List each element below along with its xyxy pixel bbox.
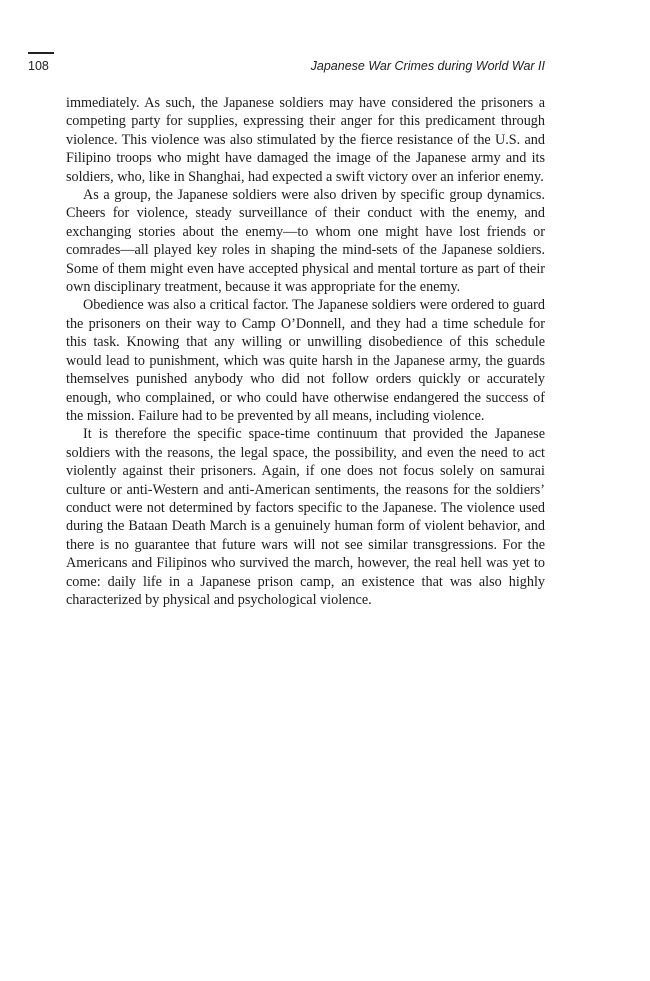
header-rule [28, 52, 54, 54]
body-text [66, 94, 545, 609]
paragraph-4: It is therefore the specific space-time continuum that provided the Japanese soldiers with the reasons, the legal space, the possibility, and even the need to act violently against their prisoners. Again, if one does not focus solely on samurai culture or anti-Western and anti-American sentiments, the reasons for the soldiers’ conduct were not determined by factors specific to the Japanese. The violence used during the Bataan Death March is a genuinely human form of violent behavior, and there is no guarantee that future wars will not see similar transgressions. For the Americans and Filipinos who survived the march, however, the real hell was yet to come: daily life in a Japanese prison camp, an existence that was also highly characterized by physical and psychological violence. [66, 426, 545, 608]
paragraph-3: Obedience was also a critical factor. The Japanese soldiers were ordered to guard the prisoners on their way to Camp O’Donnell, and they had a time schedule for this task. Knowing that any willing or unwilling disobedience of this schedule would lead to punishment, which was quite harsh in the Japanese army, the guards themselves punished anybody who did not follow orders quickly or accurately enough, who complained, or who could have otherwise endangered the success of the mission. Failure had to be prevented by all means, including violence. [66, 297, 545, 424]
paragraph-2: As a group, the Japanese soldiers were also driven by specific group dynamics. Cheers for violence, steady surveillance of their conduct with the enemy, and exchanging stories about the enemy—to whom one might have lost friends or comrades—all played key roles in shaping the mind-sets of the Japanese soldiers. Some of them might even have accepted physical and mental torture as part of their own disciplinary treatment, because it was appropriate for the enemy. [66, 187, 545, 296]
paragraph-1: immediately. As such, the Japanese soldiers may have considered the prisoners a competing party for supplies, expressing their anger for this predicament through violence. This violence was also stimulated by the fierce resistance of the U.S. and Filipino troops who might have damaged the image of the Japanese army and its soldiers, who, like in Shanghai, had expected a swift victory over an inferior enemy. [66, 95, 545, 185]
running-head-title: Japanese War Crimes during World War II [310, 59, 545, 73]
page-number: 108 [28, 59, 49, 73]
